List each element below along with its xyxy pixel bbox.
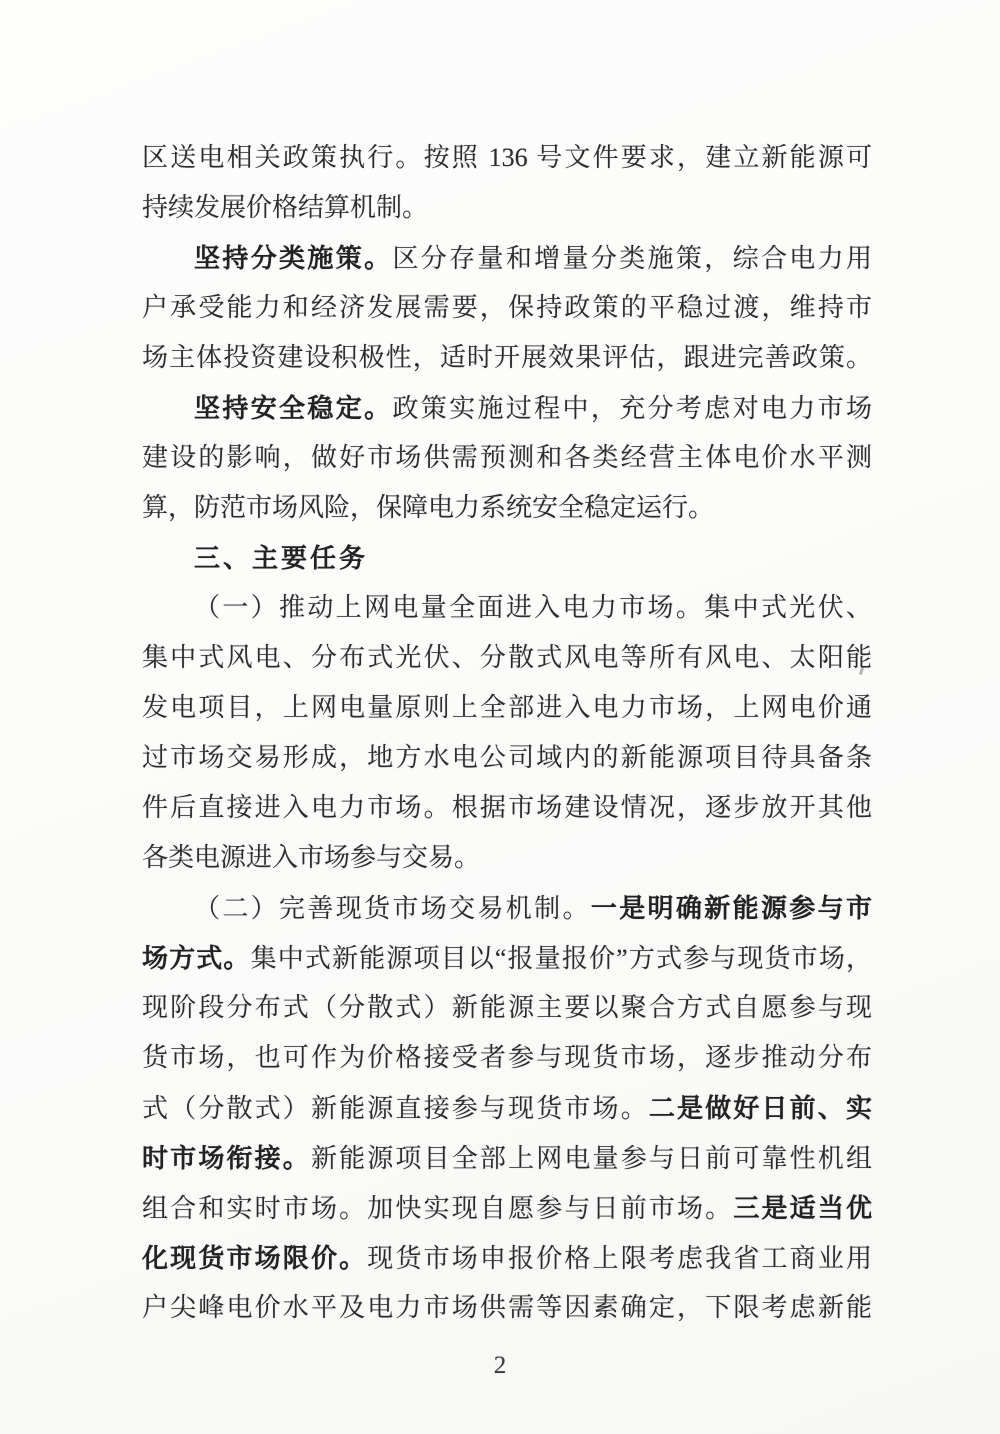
body-text: 组合和实时市场。加快实现自愿参与日前市场。	[142, 1194, 734, 1223]
document-line	[142, 1133, 872, 1183]
body-text: 户承受能力和经济发展需要，保持政策的平稳过渡，维持市	[142, 293, 872, 322]
document-line	[142, 783, 872, 833]
emphasis-text: 三是适当优	[733, 1193, 872, 1223]
document-content	[142, 133, 872, 1333]
body-text: 区分存量和增量分类施策，综合电力用	[392, 244, 872, 273]
body-text: 发电项目，上网电量原则上全部进入电力市场，上网电价通	[142, 693, 872, 722]
body-text: 新能源项目全部上网电量参与日前可靠性机组	[310, 1144, 872, 1173]
emphasis-text: 坚持分类施策。	[194, 243, 393, 273]
document-line	[142, 583, 872, 633]
body-text: 持续发展价格结算机制。	[142, 193, 429, 222]
document-line	[142, 483, 872, 533]
body-text: 户尖峰电价水平及电力市场供需等因素确定，下限考虑新能	[142, 1293, 872, 1322]
body-text: 现阶段分布式（分散式）新能源主要以聚合方式自愿参与现	[142, 993, 872, 1022]
body-text: 件后直接进入电力市场。根据市场建设情况，逐步放开其他	[142, 793, 872, 822]
document-line	[142, 1083, 872, 1133]
document-line	[142, 883, 872, 933]
body-text: 算，防范市场风险，保障电力系统安全稳定运行。	[142, 493, 715, 522]
document-line	[142, 633, 872, 683]
body-text: 建设的影响，做好市场供需预测和各类经营主体电价水平测	[142, 443, 872, 472]
document-line	[142, 233, 872, 283]
body-text: 区送电相关政策执行。按照 136 号文件要求，建立新能源可	[142, 143, 872, 172]
body-text: （二）完善现货市场交易机制。	[194, 894, 591, 923]
emphasis-text: 坚持安全稳定。	[194, 393, 393, 423]
document-line	[142, 133, 872, 183]
emphasis-text: 三、主要任务	[194, 543, 369, 573]
document-line	[142, 683, 872, 733]
body-text: 集中式风电、分布式光伏、分散式风电等所有风电、太阳能	[142, 643, 872, 672]
body-text: 各类电源进入市场参与交易。	[142, 843, 481, 872]
document-line	[142, 983, 872, 1033]
document-line	[142, 383, 872, 433]
body-text: 过市场交易形成，地方水电公司域内的新能源项目待具备条	[142, 743, 872, 772]
document-line	[142, 283, 872, 333]
document-line	[142, 433, 872, 483]
document-line	[142, 933, 872, 983]
body-text: 货市场，也可作为价格接受者参与现货市场，逐步推动分布	[142, 1043, 872, 1072]
document-line	[142, 733, 872, 783]
emphasis-text: 一是明确新能源参与市	[590, 893, 872, 923]
document-line	[142, 1233, 872, 1283]
body-text: （一）推动上网电量全面进入电力市场。集中式光伏、	[194, 593, 872, 622]
body-text: 场主体投资建设积极性，适时开展效果评估，跟进完善政策。	[142, 343, 872, 372]
body-text: 式（分散式）新能源直接参与现货市场。	[142, 1094, 649, 1123]
page-number: 2	[493, 1352, 507, 1379]
emphasis-text: 二是做好日前、实	[648, 1093, 872, 1123]
body-text: 政策实施过程中，充分考虑对电力市场	[392, 394, 872, 423]
document-line	[142, 333, 872, 383]
document-line	[142, 183, 872, 233]
emphasis-text: 化现货市场限价。	[142, 1243, 368, 1273]
section-heading	[142, 533, 872, 583]
document-line	[142, 1183, 872, 1233]
body-text: 集中式新能源项目以“报量报价”方式参与现货市场，	[250, 944, 872, 973]
body-text: 现货市场申报价格上限考虑我省工商业用	[367, 1244, 872, 1273]
emphasis-text: 时市场衔接。	[142, 1143, 311, 1173]
document-line	[142, 1033, 872, 1083]
document-line	[142, 1283, 872, 1333]
emphasis-text: 场方式。	[142, 943, 251, 973]
document-line	[142, 833, 872, 883]
